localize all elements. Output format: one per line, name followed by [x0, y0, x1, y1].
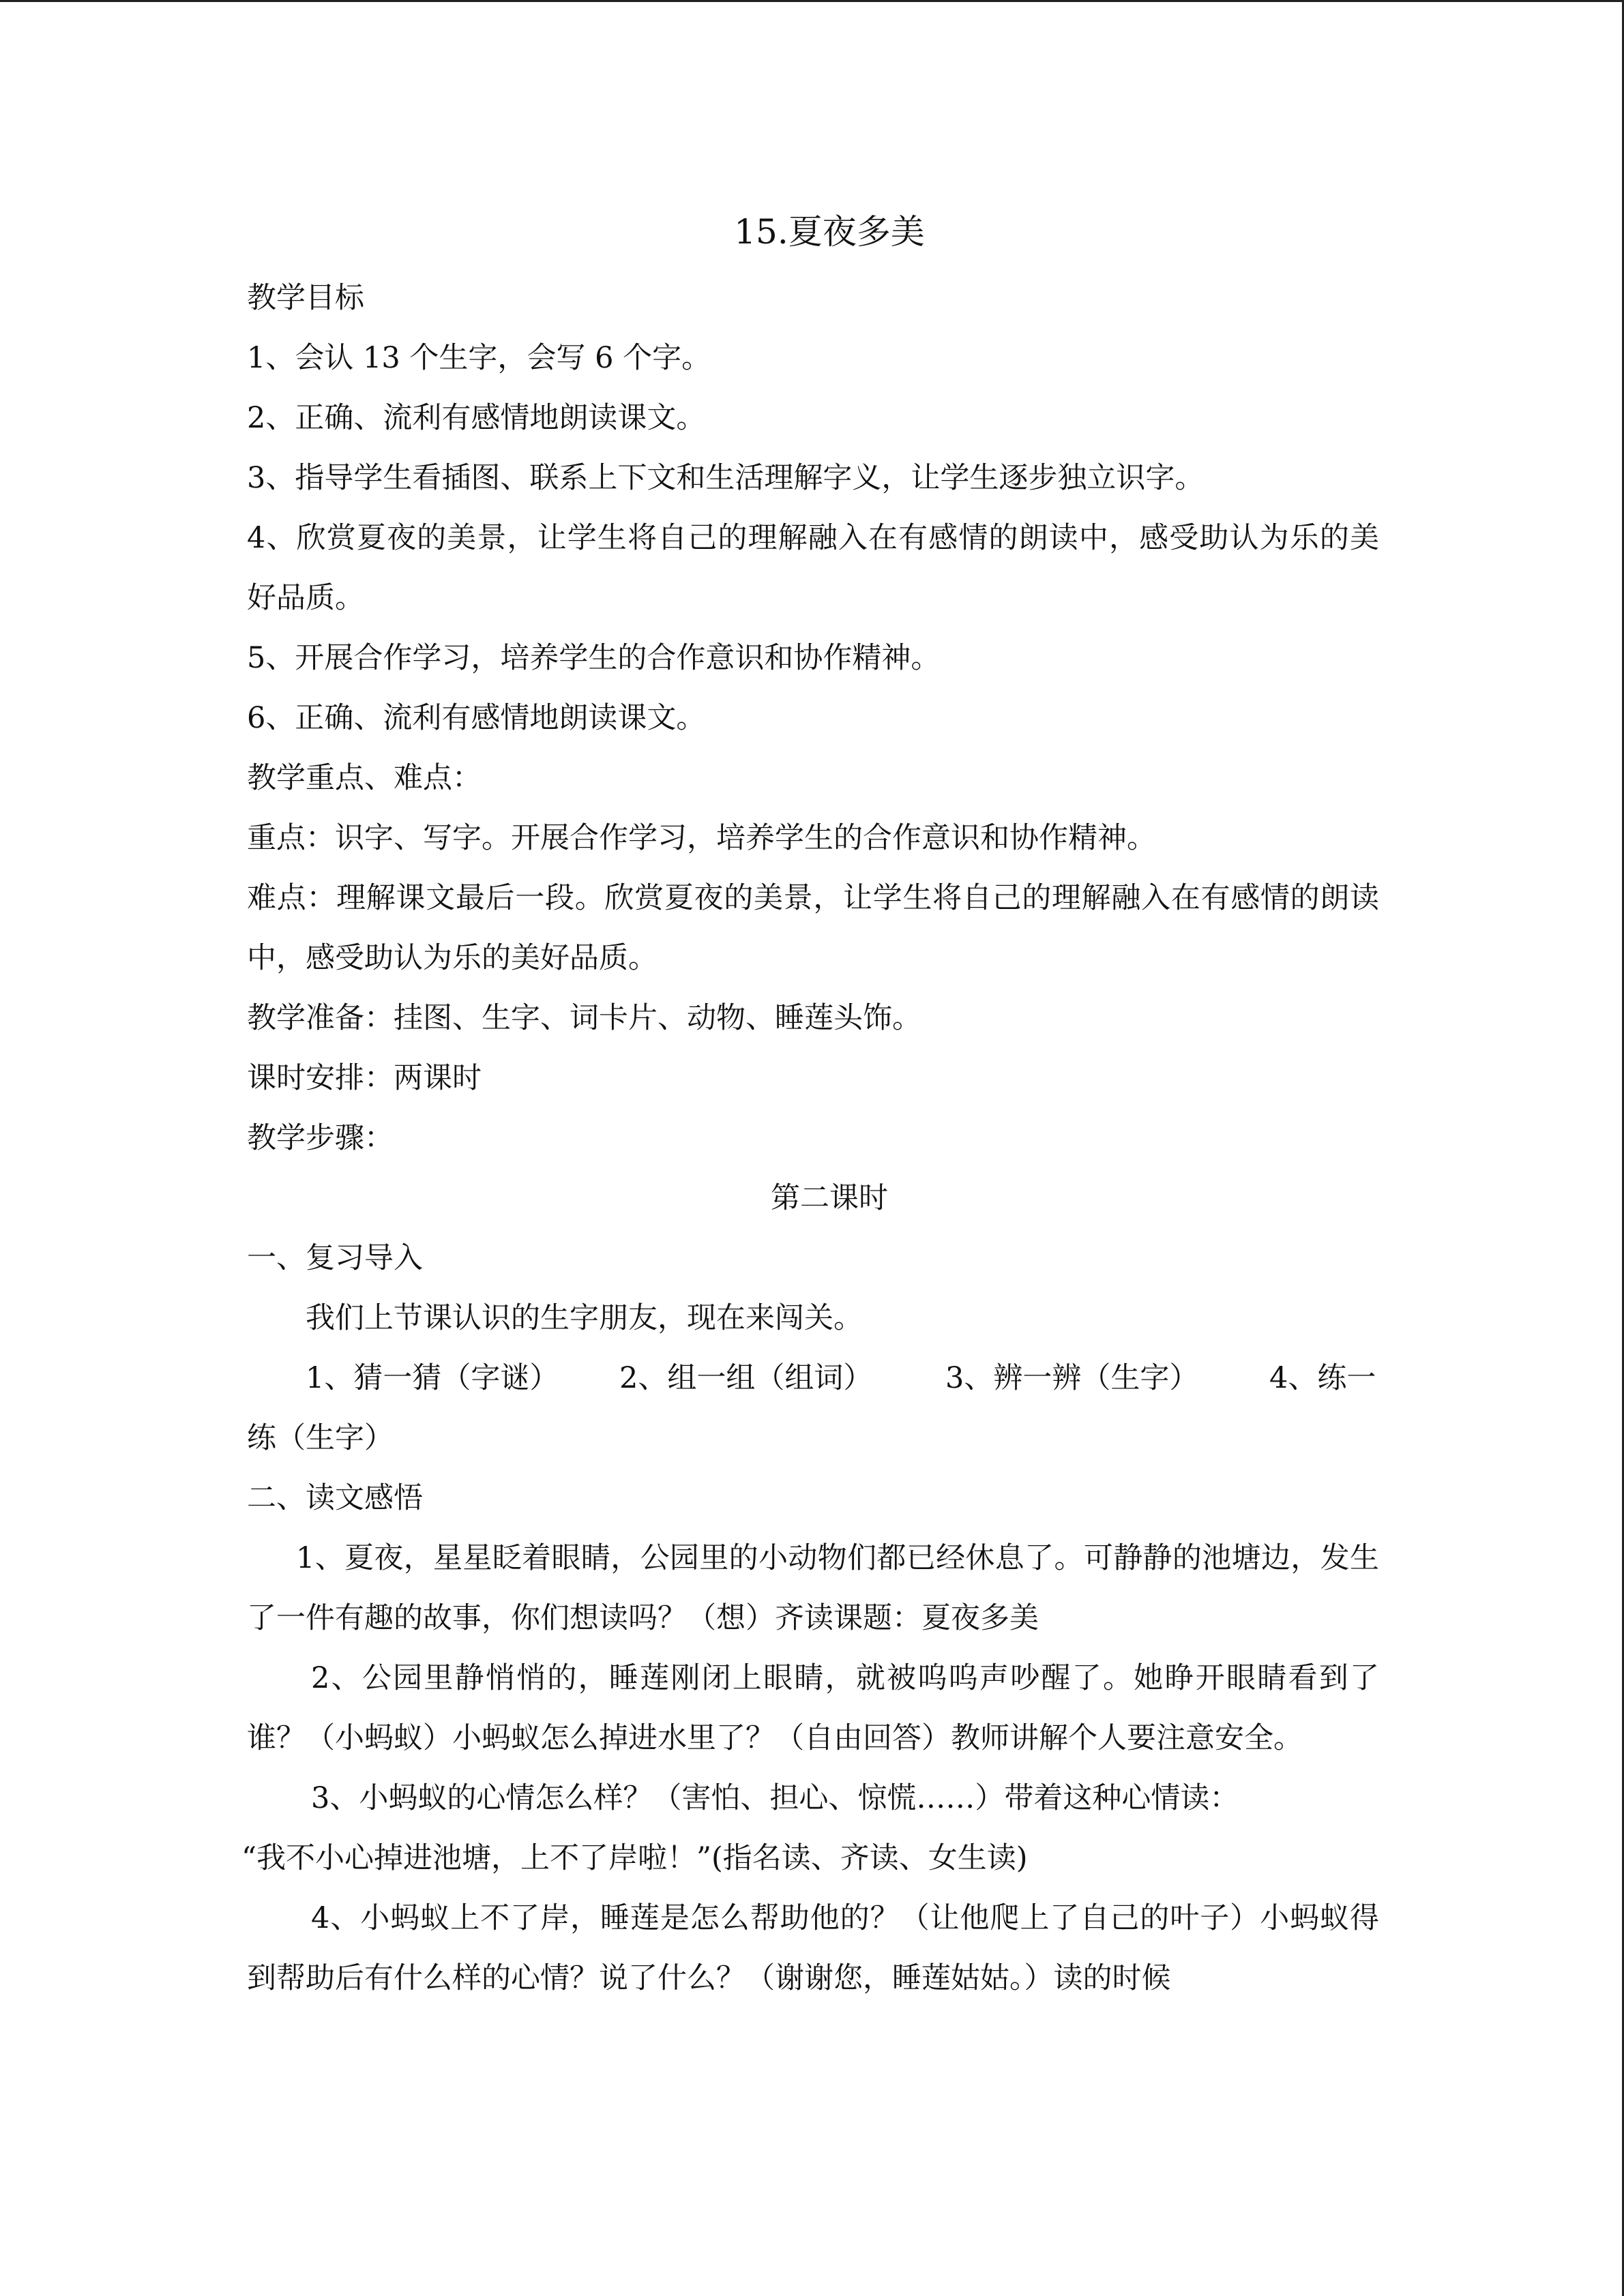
activity-group: 2、组一组（组词） [619, 1361, 873, 1395]
document-body [241, 208, 1379, 2008]
schedule: 课时安排：两课时 [247, 1061, 482, 1095]
activity-practice: 4、练一 [1269, 1361, 1376, 1395]
section-heading-review: 一、复习导入 [247, 1241, 423, 1275]
reading-paragraph: 1、夏夜，星星眨着眼睛，公园里的小动物们都已经休息了。可静静的池塘边，发生了一件有趣的故事，你们想读吗？（想）齐读课题：夏夜多美 [247, 1541, 1379, 1635]
reading-quote: “我不小心掉进池塘，上不了岸啦！”(指名读、齐读、女生读) [241, 1841, 1028, 1875]
lesson-label: 第二课时 [771, 1181, 888, 1215]
reading-paragraph: 3、小蚂蚁的心情怎么样？（害怕、担心、惊慌……）带着这种心情读： [311, 1781, 1239, 1815]
reading-paragraph: 2、公园里静悄悄的，睡莲刚闭上眼睛，就被呜呜声吵醒了。她睁开眼睛看到了谁？（小蚂蚁）小蚂蚁怎么掉进水里了？（自由回答）教师讲解个人要注意安全。 [247, 1661, 1379, 1755]
reading-paragraph: 4、小蚂蚁上不了岸，睡莲是怎么帮助他的？（让他爬上了自己的叶子）小蚂蚁得到帮助后有什么样的心情？说了什么？（谢谢您，睡莲姑姑。）读的时候 [247, 1901, 1379, 1995]
difficult-point: 难点：理解课文最后一段。欣赏夏夜的美景，让学生将自己的理解融入在有感情的朗读中，感受助认为乐的美好品质。 [247, 881, 1379, 975]
objectives-heading: 教学目标 [247, 281, 364, 315]
review-activities [247, 1348, 1379, 1408]
objective-item: 6、正确、流利有感情地朗读课文。 [247, 701, 706, 735]
activity-distinguish: 3、辨一辨（生字） [945, 1361, 1199, 1395]
activity-guess: 1、猜一猜（字谜） [306, 1361, 559, 1395]
objective-item: 4、欣赏夏夜的美景，让学生将自己的理解融入在有感情的朗读中，感受助认为乐的美好品质。 [247, 521, 1379, 615]
objective-item: 1、会认 13 个生字，会写 6 个字。 [247, 341, 711, 375]
key-point: 重点：识字、写字。开展合作学习，培养学生的合作意识和协作精神。 [247, 821, 1156, 855]
objective-item: 5、开展合作学习，培养学生的合作意识和协作精神。 [247, 641, 941, 675]
objective-item: 3、指导学生看插图、联系上下文和生活理解字义，让学生逐步独立识字。 [247, 461, 1205, 495]
document-title: 15.夏夜多美 [734, 212, 925, 252]
review-intro: 我们上节课认识的生字朋友，现在来闯关。 [306, 1301, 863, 1335]
steps-heading: 教学步骤： [247, 1121, 394, 1155]
key-points-heading: 教学重点、难点： [247, 761, 482, 795]
objective-item: 2、正确、流利有感情地朗读课文。 [247, 401, 706, 435]
section-heading-reading: 二、读文感悟 [247, 1481, 423, 1515]
review-activities-tail: 练（生字） [247, 1421, 394, 1455]
preparation: 教学准备：挂图、生字、词卡片、动物、睡莲头饰。 [247, 1001, 921, 1035]
